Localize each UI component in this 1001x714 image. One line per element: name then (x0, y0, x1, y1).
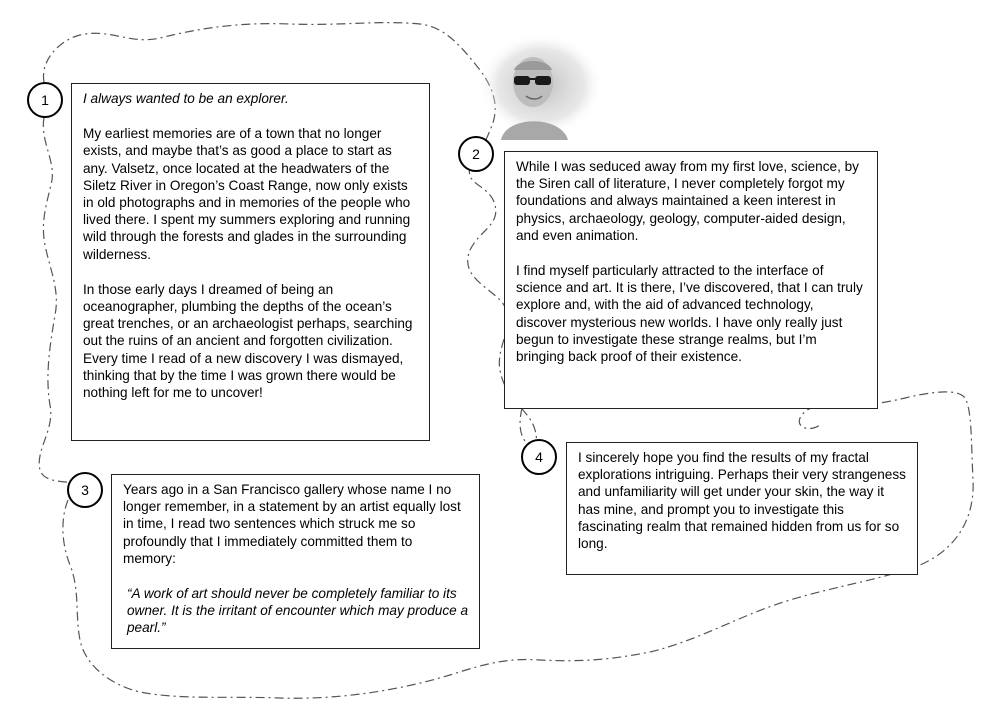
story-box-1 (71, 83, 430, 441)
marker-4: 4 (521, 439, 557, 475)
paragraph: While I was seduced away from my first love, science, by the Siren call of literature, I never completely forgot my foundations and always maintained a keen interest in physics, archaeology, geology, computer-aided design, and even animation. (516, 159, 859, 243)
story-box-4 (566, 442, 918, 575)
quote: “A work of art should never be completely familiar to its owner. It is the irritant of encounter which may produce a pearl.” (127, 586, 469, 636)
story-box-3 (111, 474, 480, 649)
intro-line: I always wanted to be an explorer. (83, 91, 289, 106)
story-box-2 (504, 151, 878, 409)
marker-2: 2 (458, 136, 494, 172)
paragraph: I sincerely hope you find the results of my fractal explorations intriguing. Perhaps their very strangeness and unfamiliarity will get under your skin, the way it has mine, and prompt you to investigate this fascinating realm that remained hidden from us for so long. (578, 450, 906, 552)
portrait-photo (476, 30, 606, 140)
paragraph: I find myself particularly attracted to the interface of science and art. It is there, I’ve discovered, that I can truly explore and, with the aid of advanced technology, discover mysterious new worlds. I have only really just begun to investigate these strange realms, but I’m bringing back proof of their existence. (516, 263, 863, 365)
paragraph: Years ago in a San Francisco gallery whose name I no longer remember, in a statement by an artist equally lost in time, I read two sentences which struck me so profoundly that I immediately committed them to memory: (123, 482, 461, 566)
marker-1: 1 (27, 82, 63, 118)
paragraph: In those early days I dreamed of being an oceanographer, plumbing the depths of the ocean’s great trenches, or an archaeologist perhaps, searching out the ruins of an ancient and forgotten civilization. Every time I read of a new discovery I was dismayed, thinking that by the time I was grown there would be nothing left for me to uncover! (83, 281, 413, 401)
paragraph: My earliest memories are of a town that no longer exists, and maybe that’s as good a place to start as any. Valsetz, once located at the headwaters of the Siletz River in Oregon’s Coast Range, now only exists in old photographs and in memories of the people who lived there. I spent my summers exploring and running wild through the forests and glades in the surrounding wilderness. (83, 126, 411, 262)
marker-3: 3 (67, 472, 103, 508)
